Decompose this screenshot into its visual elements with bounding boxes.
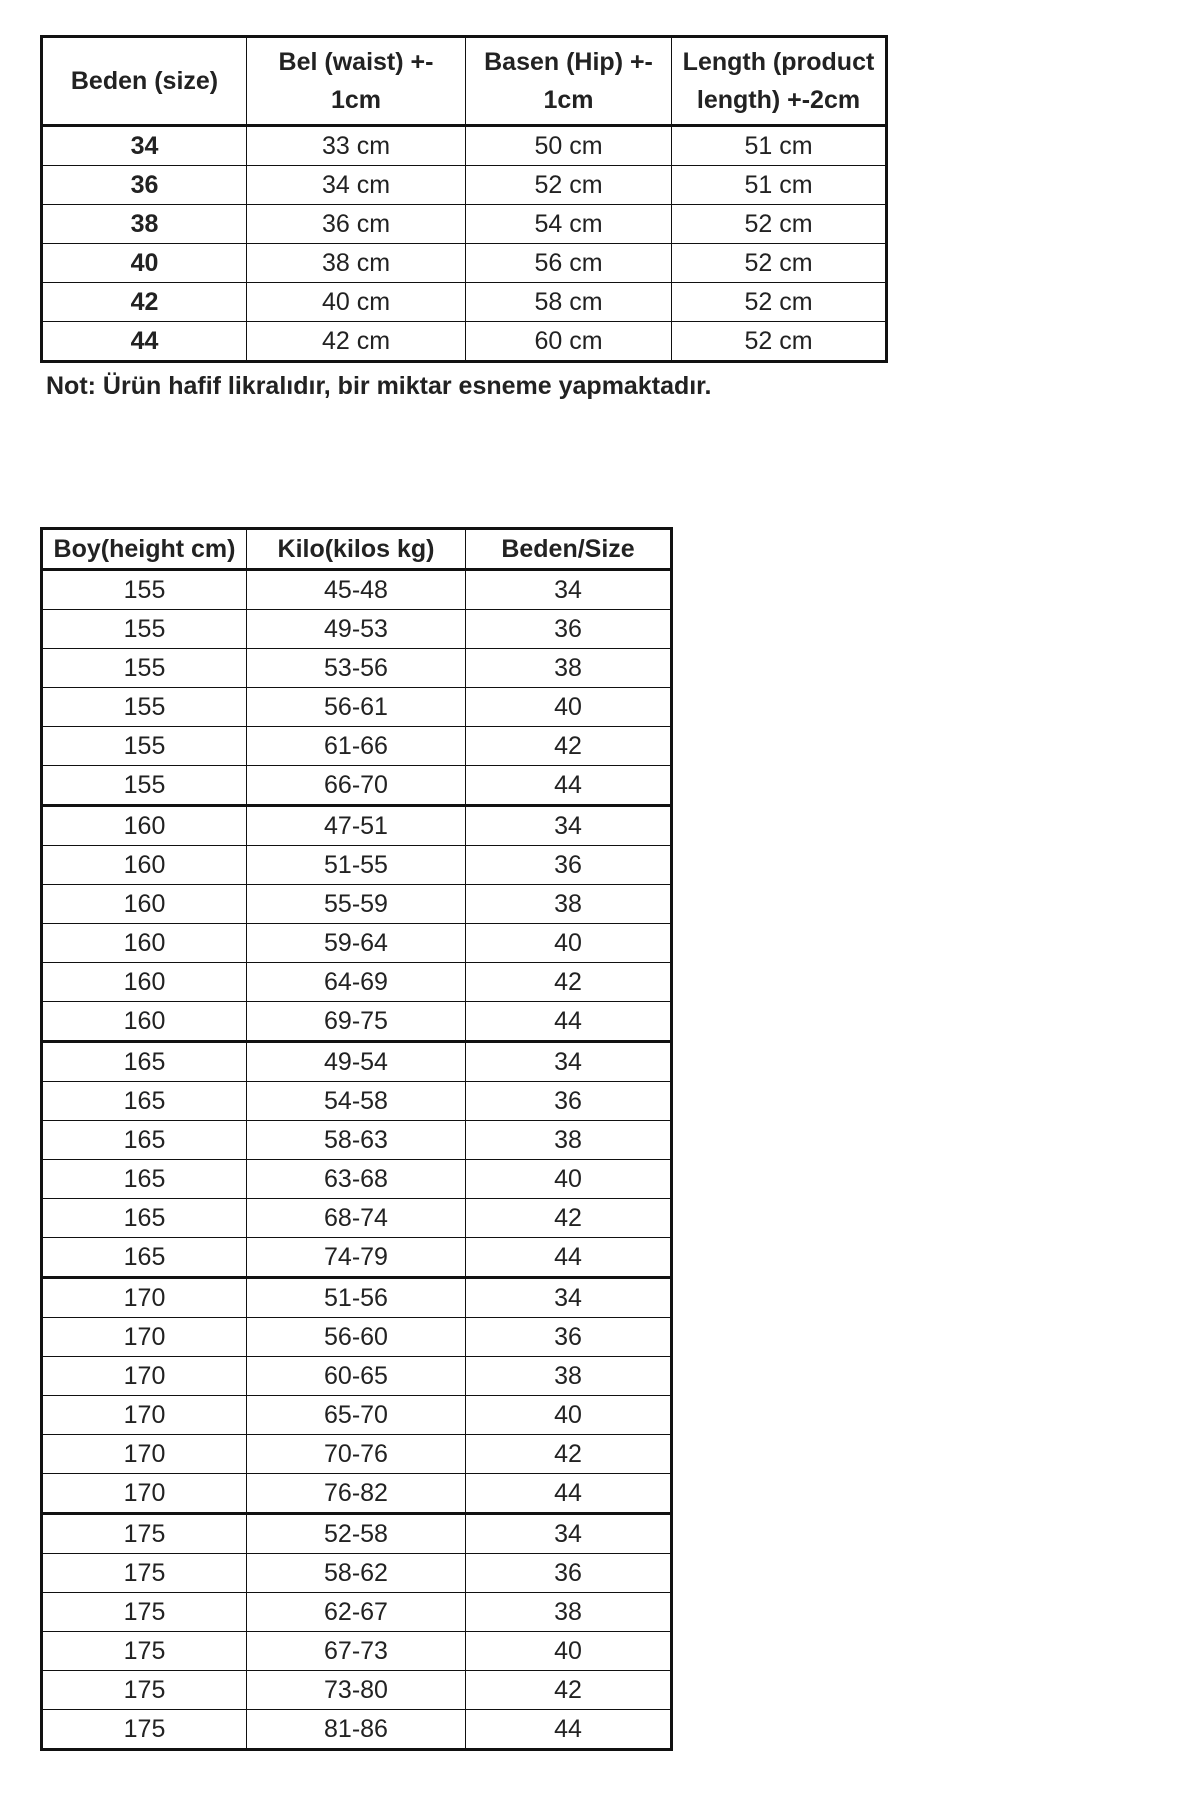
header-waist	[247, 37, 466, 126]
weight-cell: 73-80	[247, 1671, 466, 1710]
size-cell: 36	[466, 1082, 672, 1121]
size-cell: 34	[466, 1042, 672, 1082]
height-cell: 165	[42, 1160, 247, 1199]
size-cell: 40	[466, 1632, 672, 1671]
size-cell: 34	[466, 1514, 672, 1554]
height-cell: 155	[42, 649, 247, 688]
height-cell: 160	[42, 963, 247, 1002]
waist-cell: 33 cm	[247, 126, 466, 166]
size-table-row	[42, 166, 887, 205]
size-table-row	[42, 244, 887, 283]
fit-table-row	[42, 846, 672, 885]
height-cell: 170	[42, 1474, 247, 1514]
length-cell: 52 cm	[672, 205, 887, 244]
waist-cell: 42 cm	[247, 322, 466, 362]
length-cell: 52 cm	[672, 244, 887, 283]
fit-table-row	[42, 1396, 672, 1435]
length-cell: 52 cm	[672, 322, 887, 362]
fit-table-row	[42, 1435, 672, 1474]
weight-cell: 66-70	[247, 766, 466, 806]
weight-cell: 49-54	[247, 1042, 466, 1082]
fit-table-row	[42, 649, 672, 688]
header-size: Beden/Size	[466, 529, 672, 570]
size-cell: 34	[466, 806, 672, 846]
height-cell: 175	[42, 1632, 247, 1671]
size-cell: 36	[466, 846, 672, 885]
weight-cell: 55-59	[247, 885, 466, 924]
size-cell: 38	[42, 205, 247, 244]
stretch-note: Not: Ürün hafif likralıdır, bir miktar esneme yapmaktadır.	[46, 372, 712, 400]
fit-table-row	[42, 1278, 672, 1318]
height-cell: 170	[42, 1396, 247, 1435]
size-cell: 40	[466, 688, 672, 727]
size-cell: 44	[42, 322, 247, 362]
fit-table-row	[42, 1042, 672, 1082]
weight-cell: 51-55	[247, 846, 466, 885]
fit-table-row	[42, 1710, 672, 1750]
fit-table-row	[42, 727, 672, 766]
header-waist-line2: 1cm	[330, 86, 382, 114]
header-weight: Kilo(kilos kg)	[247, 529, 466, 570]
size-cell: 44	[466, 1238, 672, 1278]
weight-cell: 47-51	[247, 806, 466, 846]
header-waist-line1: Bel (waist) +-	[278, 48, 434, 76]
height-cell: 165	[42, 1238, 247, 1278]
hip-cell: 60 cm	[466, 322, 672, 362]
height-cell: 175	[42, 1514, 247, 1554]
size-cell: 44	[466, 1710, 672, 1750]
fit-table-row	[42, 570, 672, 610]
fit-table-row	[42, 610, 672, 649]
size-cell: 44	[466, 1002, 672, 1042]
fit-table-row	[42, 1318, 672, 1357]
fit-table-row	[42, 963, 672, 1002]
height-weight-size-table	[40, 527, 673, 1751]
height-cell: 170	[42, 1278, 247, 1318]
height-cell: 175	[42, 1593, 247, 1632]
size-cell: 34	[466, 1278, 672, 1318]
weight-cell: 45-48	[247, 570, 466, 610]
length-cell: 51 cm	[672, 126, 887, 166]
size-cell: 38	[466, 1357, 672, 1396]
waist-cell: 34 cm	[247, 166, 466, 205]
size-table-row	[42, 205, 887, 244]
header-size	[42, 37, 247, 126]
size-cell: 42	[466, 1435, 672, 1474]
header-length-line1: Length (product	[682, 48, 875, 76]
size-cell: 38	[466, 649, 672, 688]
fit-table-row	[42, 1632, 672, 1671]
weight-cell: 68-74	[247, 1199, 466, 1238]
size-cell: 38	[466, 885, 672, 924]
fit-table-row	[42, 1199, 672, 1238]
fit-table-row	[42, 924, 672, 963]
height-cell: 170	[42, 1357, 247, 1396]
fit-table-row	[42, 1238, 672, 1278]
size-cell: 36	[466, 1554, 672, 1593]
weight-cell: 81-86	[247, 1710, 466, 1750]
size-table-row	[42, 322, 887, 362]
height-cell: 165	[42, 1199, 247, 1238]
header-size-label: Beden (size)	[70, 67, 219, 95]
height-cell: 170	[42, 1435, 247, 1474]
height-cell: 175	[42, 1671, 247, 1710]
fit-table-row	[42, 1002, 672, 1042]
fit-table-header-row	[42, 529, 672, 570]
size-table-row	[42, 283, 887, 322]
weight-cell: 56-60	[247, 1318, 466, 1357]
waist-cell: 36 cm	[247, 205, 466, 244]
header-length	[672, 37, 887, 126]
weight-cell: 65-70	[247, 1396, 466, 1435]
hip-cell: 52 cm	[466, 166, 672, 205]
header-height: Boy(height cm)	[42, 529, 247, 570]
header-hip-line1: Basen (Hip) +-	[484, 48, 653, 76]
fit-table-row	[42, 688, 672, 727]
size-cell: 34	[42, 126, 247, 166]
weight-cell: 63-68	[247, 1160, 466, 1199]
weight-cell: 64-69	[247, 963, 466, 1002]
weight-cell: 69-75	[247, 1002, 466, 1042]
weight-cell: 53-56	[247, 649, 466, 688]
height-cell: 165	[42, 1042, 247, 1082]
size-cell: 42	[466, 1199, 672, 1238]
height-cell: 160	[42, 806, 247, 846]
size-cell: 40	[466, 1396, 672, 1435]
height-cell: 155	[42, 688, 247, 727]
size-cell: 42	[42, 283, 247, 322]
weight-cell: 74-79	[247, 1238, 466, 1278]
hip-cell: 58 cm	[466, 283, 672, 322]
size-cell: 42	[466, 963, 672, 1002]
weight-cell: 76-82	[247, 1474, 466, 1514]
header-length-line2: length) +-2cm	[696, 86, 861, 114]
weight-cell: 59-64	[247, 924, 466, 963]
weight-cell: 62-67	[247, 1593, 466, 1632]
fit-table-row	[42, 1121, 672, 1160]
size-cell: 38	[466, 1121, 672, 1160]
weight-cell: 70-76	[247, 1435, 466, 1474]
weight-cell: 56-61	[247, 688, 466, 727]
hip-cell: 56 cm	[466, 244, 672, 283]
height-cell: 175	[42, 1710, 247, 1750]
size-table-row	[42, 126, 887, 166]
weight-cell: 60-65	[247, 1357, 466, 1396]
weight-cell: 58-62	[247, 1554, 466, 1593]
height-cell: 165	[42, 1121, 247, 1160]
size-cell: 44	[466, 766, 672, 806]
height-cell: 160	[42, 1002, 247, 1042]
header-hip-line2: 1cm	[543, 86, 594, 114]
length-cell: 51 cm	[672, 166, 887, 205]
header-hip	[466, 37, 672, 126]
fit-table-row	[42, 766, 672, 806]
hip-cell: 50 cm	[466, 126, 672, 166]
length-cell: 52 cm	[672, 283, 887, 322]
height-cell: 170	[42, 1318, 247, 1357]
fit-table-row	[42, 806, 672, 846]
fit-table-row	[42, 1554, 672, 1593]
fit-table-row	[42, 885, 672, 924]
fit-table-row	[42, 1082, 672, 1121]
weight-cell: 54-58	[247, 1082, 466, 1121]
height-cell: 160	[42, 924, 247, 963]
fit-table-row	[42, 1593, 672, 1632]
fit-table-row	[42, 1357, 672, 1396]
size-table-header-row	[42, 37, 887, 126]
size-cell: 42	[466, 1671, 672, 1710]
height-cell: 155	[42, 610, 247, 649]
weight-cell: 67-73	[247, 1632, 466, 1671]
weight-cell: 58-63	[247, 1121, 466, 1160]
height-cell: 160	[42, 846, 247, 885]
weight-cell: 51-56	[247, 1278, 466, 1318]
height-cell: 155	[42, 570, 247, 610]
height-cell: 160	[42, 885, 247, 924]
fit-table-row	[42, 1160, 672, 1199]
height-cell: 165	[42, 1082, 247, 1121]
size-cell: 34	[466, 570, 672, 610]
height-cell: 155	[42, 727, 247, 766]
waist-cell: 38 cm	[247, 244, 466, 283]
fit-table-row	[42, 1671, 672, 1710]
size-cell: 36	[42, 166, 247, 205]
fit-table-row	[42, 1514, 672, 1554]
size-cell: 36	[466, 610, 672, 649]
weight-cell: 52-58	[247, 1514, 466, 1554]
size-cell: 40	[466, 1160, 672, 1199]
size-cell: 40	[42, 244, 247, 283]
size-cell: 36	[466, 1318, 672, 1357]
size-cell: 42	[466, 727, 672, 766]
size-measurement-table	[40, 35, 888, 363]
weight-cell: 49-53	[247, 610, 466, 649]
size-cell: 38	[466, 1593, 672, 1632]
fit-table-row	[42, 1474, 672, 1514]
height-cell: 175	[42, 1554, 247, 1593]
weight-cell: 61-66	[247, 727, 466, 766]
height-cell: 155	[42, 766, 247, 806]
size-cell: 44	[466, 1474, 672, 1514]
size-cell: 40	[466, 924, 672, 963]
waist-cell: 40 cm	[247, 283, 466, 322]
hip-cell: 54 cm	[466, 205, 672, 244]
